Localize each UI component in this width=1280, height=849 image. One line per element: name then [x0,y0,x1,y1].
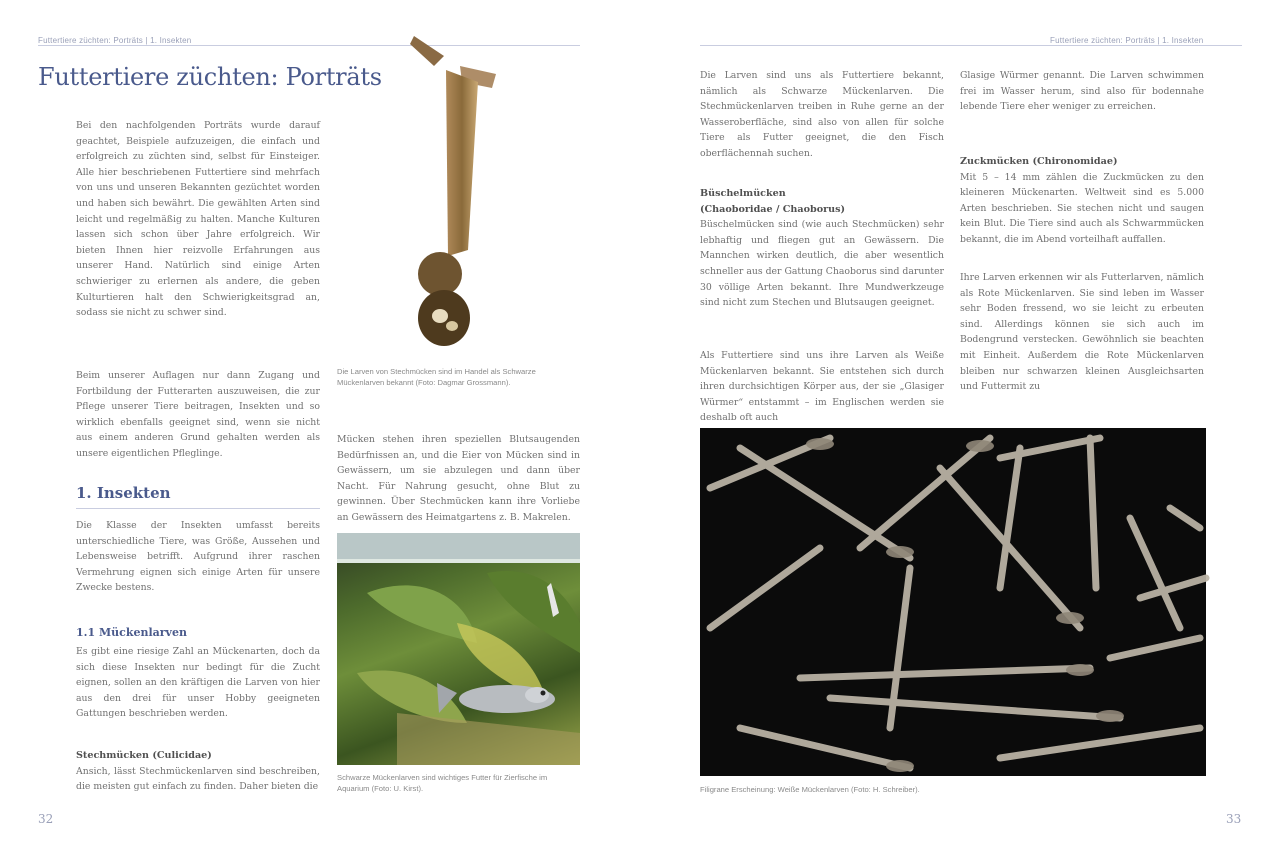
white-larvae-caption: Filigrane Erscheinung: Weiße Mückenlarven (Foto: H. Schreiber). [700,785,920,794]
subsection-heading-mueckenlarven: 1.1 Mückenlarven [76,626,187,639]
aquarium-photo [337,533,580,765]
species-heading-chaoboridae: Büschelmücken [700,188,786,199]
section-rule [76,508,320,509]
section-heading-insekten: 1. Insekten [76,484,171,502]
section-paragraph: Die Klasse der Insekten umfasst bereits unterschiedliche Tiere, was Größe, Aussehen und Lebensweise betrifft. Aufgrund ihrer raschen Vermehrung eignen sich einige Arten für unsere Zwecke bestens. [76,520,320,594]
running-head-right: Futtertiere züchten: Porträts | 1. Insekten [1050,36,1204,45]
larva-caption: Die Larven von Stechmücken sind im Handel als Schwarze Mückenlarven bekannt (Foto: Dagmar Grossmann). [337,367,536,387]
larvae-scene [700,428,1206,776]
page-number-right: 33 [1226,812,1242,826]
white-larvae-photo [700,428,1206,776]
right-col1-paragraph-3: Als Futtertiere sind uns ihre Larven als Weiße Mückenlarven bekannt. Sie entstehen sich durch ihren durchsichtigen Körper aus, der sie „Glasiger Würmer“ entstammt – im Englischen werden sie deshalb oft auch [700,350,944,424]
species-heading-chironomidae: Zuckmücken (Chironomidae) [960,156,1118,167]
mosquito-larva-photo [400,30,530,360]
intro-paragraph-2: Beim unserer Auflagen nur dann Zugang und Fortbildung der Futterarten auszuweisen, die zur Pflege unserer Tiere beitragen, Insekten und so wirklich ebenfalls geeignet sind, wenn sie nicht aus einem anderen Grund gehalten werden als unsere eigentlichen Pfleglinge. [76,370,320,459]
header-rule-right [700,45,1242,46]
right-col1-paragraph-2: Büschelmücken (Chaoboridae / Chaoborus) Büschelmücken sind (wie auch Stechmücken) sehr lebhaftig und fliegen gut an Gewässern. Die Mannchen wirken deutlich, die aber wesentlich schneller aus der Gattung Chaoborus sind darunter 30 völlige Arten bekannt. Ihre Mundwerkzeuge sind nicht zum Stechen und Blutsaugen geeignet. [700,188,944,309]
aquarium-scene [337,533,580,765]
species-subheading-chaoboridae: (Chaoboridae / Chaoborus) [700,203,846,215]
species-block-culicidae: Stechmücken (Culicidae) Ansich, lässt Stechmückenlarven sind beschreiben, die meisten gut einfach zu finden. Daher bieten die [76,750,320,793]
species-heading-culicidae: Stechmücken (Culicidae) [76,750,212,761]
page-number-left: 32 [38,812,54,826]
aquarium-caption: Schwarze Mückenlarven sind wichtiges Futter für Zierfische im Aquarium (Foto: U. Kirst). [337,773,548,793]
page-title: Futtertiere züchten: Porträts [38,63,382,91]
right-page [640,0,1280,849]
right-col2-paragraph-3: Ihre Larven erkennen wir als Futterlarven, nämlich als Rote Mückenlarven. Sie sind leben im Wasser sehr Boden fressend, wo sie leicht zu erbeuten sind. Allerdings können sie sich auch im Bodengrund verstecken. Gewöhnlich sie beachten mit Einheit. Außerdem die Rote Mückenlarven bleiben nur schwarzen kleinen Ausgleichsarten und Futtermit zu [960,272,1204,393]
right-col2-paragraph-1: Glasige Würmer genannt. Die Larven schwimmen frei im Wasser herum, sind also für bodennahe lebende Tiere eher weniger zu erreichen. [960,70,1204,113]
subsection-paragraph: Es gibt eine riesige Zahl an Mückenarten, doch da sich diese Insekten nur bedingt für die Zucht eignen, sollen an den kräftigen die Larven von hier aus den drei für unser Hobby geeigneten Gattungen beschrieben werden. [76,646,320,720]
running-head-left: Futtertiere züchten: Porträts | 1. Insekten [38,36,192,45]
right-col2-paragraph-2: Zuckmücken (Chironomidae) Mit 5 – 14 mm zählen die Zuckmücken zu den kleineren Mückenarten. Weltweit sind es 5.000 Arten beschrieben. Sie stechen nicht und saugen kein Blut. Die Tiere sind auch als Schwarmmücken bekannt, die im Abend vorteilhaft auffallen. [960,156,1204,245]
right-col1-paragraph-1: Die Larven sind uns als Futtertiere bekannt, nämlich als Schwarze Mückenlarven. Die Stechmückenlarven treiben in Ruhe gerne an der Wasseroberfläche, sind also von allen für solche Tiere als Futter geeignet, die den Fisch oberflächennah suchen. [700,70,944,159]
intro-paragraph-1: Bei den nachfolgenden Porträts wurde darauf geachtet, Beispiele aufzuzeigen, die einfach und erfolgreich zu züchten sind, selbst für Einsteiger. Alle hier beschriebenen Futtertiere sind mehrfach von uns und unseren Bekannten gezüchtet worden und haben sich bewährt. Die gewählten Arten sind leicht und regelmäßig zu halten. Manche Kulturen lassen sich schon über Jahre erfolgreich. Wir bieten Ihnen hier reizvolle Erfahrungen aus unserer Hand. Natürlich sind einige Arten schwieriger zu erlernen als andere, die geben Kulturtieren halt den Schwierigkeitsgrad an, sodass sie nicht zu schwer sind. [76,120,320,319]
mid-column-paragraph: Mücken stehen ihren speziellen Blutsaugenden Bedürfnissen an, und die Eier von Mücken sind in Gewässern, um sie abzulegen und dann über Nacht. Für Nahrung gesucht, ohne Blut zu gewinnen. Über Stechmücken kann ihre Vorliebe an Gewässern des Heimatgartens z. B. Makrelen. [337,434,580,523]
